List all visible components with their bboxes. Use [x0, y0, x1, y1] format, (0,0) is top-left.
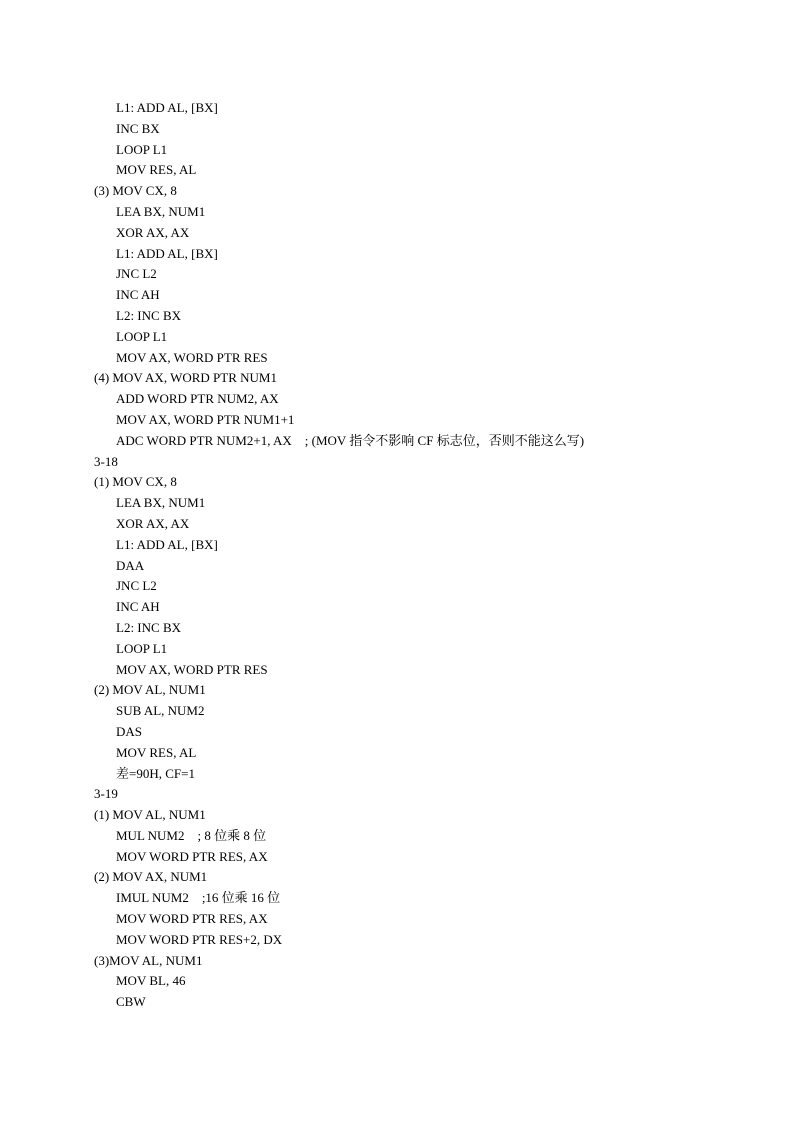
code-line: DAA	[116, 557, 145, 573]
code-line: JNC L2	[116, 578, 157, 594]
code-line: LOOP L1	[116, 640, 168, 656]
code-listing	[94, 98, 584, 1013]
code-line: CBW	[116, 994, 146, 1010]
code-line: LOOP L1	[116, 141, 168, 157]
code-line: L2: INC BX	[116, 619, 181, 635]
code-line: ADD WORD PTR NUM2, AX	[116, 391, 279, 407]
code-line: XOR AX, AX	[116, 224, 190, 240]
code-line: MOV AX, WORD PTR RES	[116, 661, 268, 677]
code-line: 3-19	[94, 786, 118, 802]
code-line: MOV RES, AL	[116, 162, 197, 178]
code-line: MOV RES, AL	[116, 744, 197, 760]
code-line: (1) MOV AL, NUM1	[94, 807, 206, 823]
code-line: MOV AX, WORD PTR RES	[116, 349, 268, 365]
code-line: L2: INC BX	[116, 307, 181, 323]
code-line: MUL NUM2 ; 8 位乘 8 位	[116, 827, 267, 843]
code-line: INC AH	[116, 287, 160, 303]
code-line: 3-18	[94, 453, 118, 469]
code-line: MOV AX, WORD PTR NUM1+1	[116, 411, 295, 427]
code-line: (2) MOV AL, NUM1	[94, 682, 206, 698]
code-line: MOV WORD PTR RES+2, DX	[116, 931, 283, 947]
code-line: (3)MOV AL, NUM1	[94, 952, 203, 968]
code-line: DAS	[116, 723, 143, 739]
code-line: L1: ADD AL, [BX]	[116, 245, 218, 261]
code-line: MOV BL, 46	[116, 973, 186, 989]
code-line: (4) MOV AX, WORD PTR NUM1	[94, 370, 277, 386]
code-line: (2) MOV AX, NUM1	[94, 869, 208, 885]
code-line: L1: ADD AL, [BX]	[116, 536, 218, 552]
code-line: LOOP L1	[116, 328, 168, 344]
code-line: 差=90H, CF=1	[116, 765, 195, 781]
code-line: MOV WORD PTR RES, AX	[116, 848, 268, 864]
code-line: ADC WORD PTR NUM2+1, AX ; (MOV 指令不影响 CF 标志位，否则不能这么写)	[116, 432, 585, 448]
code-line: L1: ADD AL, [BX]	[116, 100, 218, 115]
code-line: LEA BX, NUM1	[116, 495, 206, 511]
code-line: SUB AL, NUM2	[116, 703, 205, 719]
code-line: JNC L2	[116, 266, 157, 282]
code-line: INC BX	[116, 120, 160, 136]
code-line: XOR AX, AX	[116, 515, 190, 531]
code-line: (3) MOV CX, 8	[94, 183, 177, 199]
code-line: MOV WORD PTR RES, AX	[116, 911, 268, 927]
code-line: (1) MOV CX, 8	[94, 474, 177, 490]
code-line: INC AH	[116, 599, 160, 615]
code-line: IMUL NUM2 ;16 位乘 16 位	[116, 890, 281, 906]
code-line: LEA BX, NUM1	[116, 203, 206, 219]
